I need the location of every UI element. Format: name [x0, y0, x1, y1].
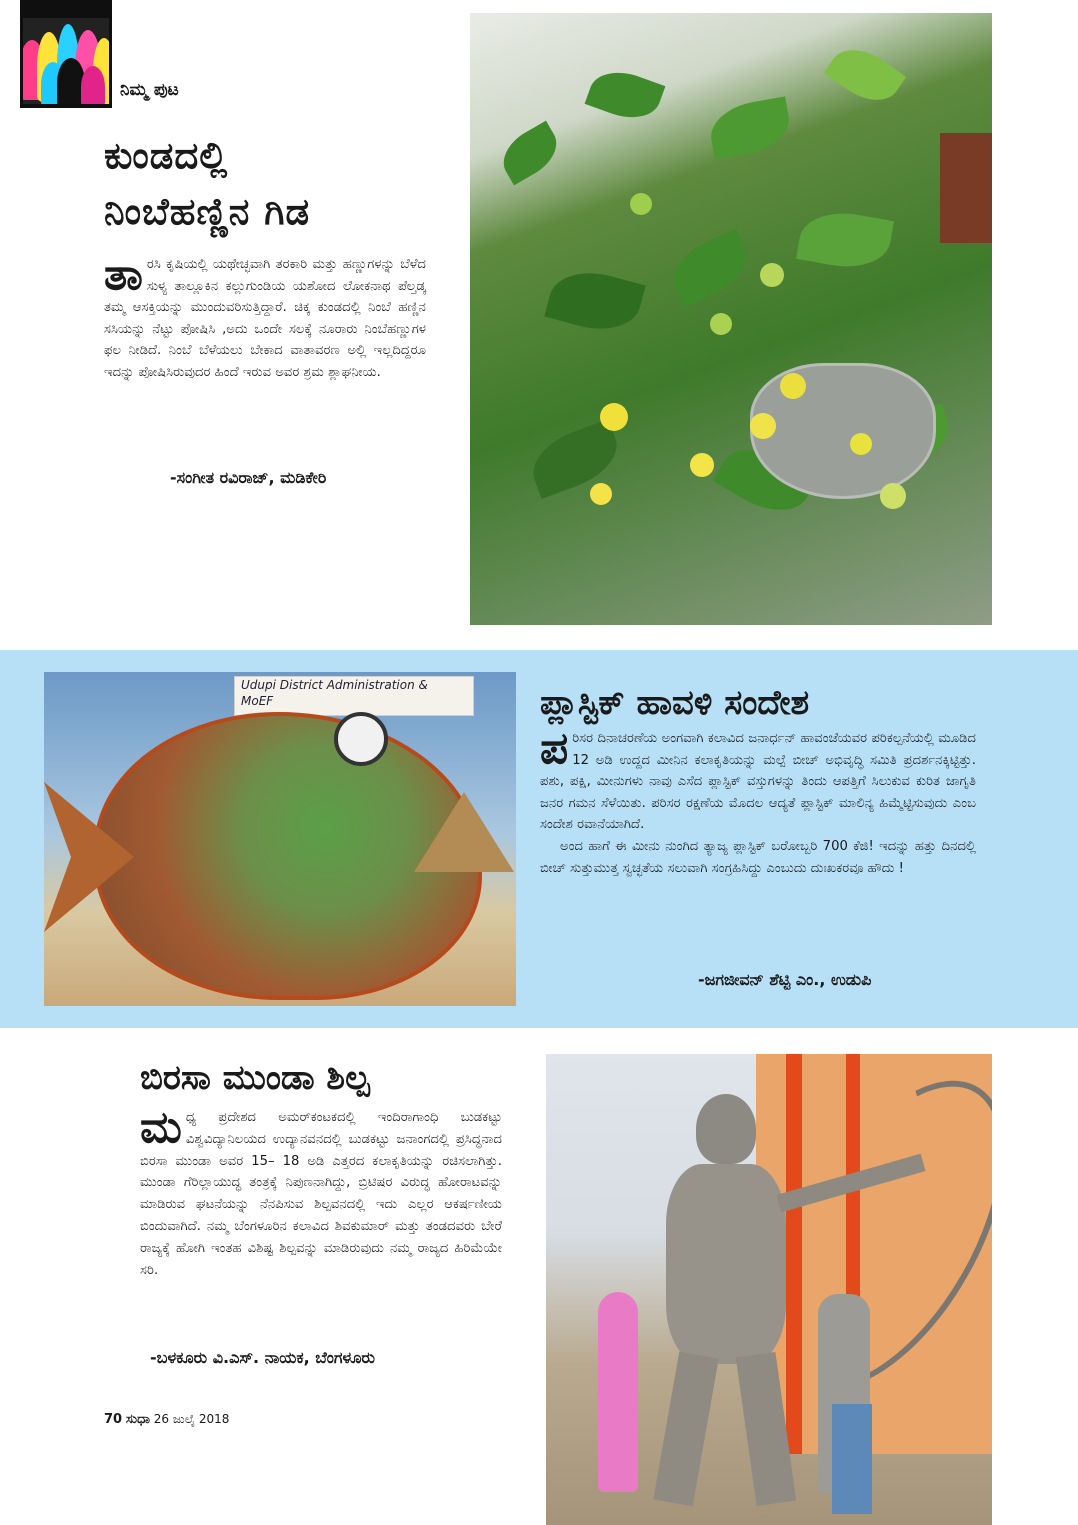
banner-text-2: MoEF	[241, 694, 274, 708]
story1-title-line2: ನಿಂಬೆಹಣ್ಣಿನ ಗಿಡ	[104, 190, 311, 233]
story2-body	[540, 723, 976, 879]
birsa-munda-sculpture-photo	[546, 1054, 992, 1525]
story3-dropcap: ಮ	[140, 1102, 182, 1153]
story1-dropcap: ತಾ	[104, 249, 143, 300]
page-folio	[104, 1412, 229, 1427]
story2-body-para1: ರಿಸರ ದಿನಾಚರಣೆಯ ಅಂಗವಾಗಿ ಕಲಾವಿದ ಜನಾರ್ಧನ್ ಹಾವಂಜೆಯವರ ಪರಿಕಲ್ಪನೆಯಲ್ಲಿ ಮೂಡಿದ 12 ಅಡಿ ಉದ್ದದ ಮೀನಿನ ಕಲಾಕೃತಿಯನ್ನು ಮಲ್ಪೆ ಬೀಚ್ ಅಭಿವೃದ್ಧಿ ಸಮಿತಿ ಪ್ರದರ್ಶನಕ್ಕಿಟ್ಟಿತ್ತು. ಪಶು, ಪಕ್ಷಿ, ಮೀನುಗಳು ನಾವು ಎಸೆದ ಪ್ಲಾಸ್ಟಿಕ್ ವಸ್ತುಗಳನ್ನು ತಿಂದು ಆಪತ್ತಿಗೆ ಸಿಲುಕುವ ಕುರಿತ ಜಾಗೃತಿ ಜನರ ಗಮನ ಸೆಳೆಯಿತು. ಪರಿಸರ ರಕ್ಷಣೆಯ ಮೊದಲ ಆದ್ಯತೆ ಪ್ಲಾಸ್ಟಿಕ್ ಮಾಲಿನ್ಯ ಹಿಮ್ಮೆಟ್ಟಿಸುವುದು ಎಂಬ ಸಂದೇಶ ರವಾನೆಯಾಗಿದೆ.	[540, 731, 976, 833]
page-number: 70	[104, 1412, 123, 1427]
sculpture-banner	[234, 676, 474, 716]
story3-title: ಬಿರಸಾ ಮುಂಡಾ ಶಿಲ್ಪ	[140, 1058, 370, 1098]
background-pot	[940, 133, 992, 243]
story2-body-para2: ಅಂದ ಹಾಗೆ ಈ ಮೀನು ನುಂಗಿದ ತ್ಯಾಜ್ಯ ಪ್ಲಾಸ್ಟಿಕ್ ಬರೋಬ್ಬರಿ 700 ಕೆಜಿ! ಇದನ್ನು ಹತ್ತು ದಿನದಲ್ಲಿ ಬೀಚ್ ಸುತ್ತುಮುತ್ತ ಸ್ವಚ್ಛತೆಯ ಸಲುವಾಗಿ ಸಂಗ್ರಹಿಸಿದ್ದು ಎಂಬುದು ದುಃಖಕರವೂ ಹೌದು !	[540, 838, 976, 876]
section-label: ನಿಮ್ಮ ಪುಟ	[120, 80, 179, 100]
magazine-name: ಸುಧಾ	[125, 1412, 150, 1427]
story1-credit: -ಸಂಗೀತ ರವಿರಾಜ್, ಮಡಿಕೇರಿ	[170, 468, 327, 487]
crowd-silhouette-icon	[23, 18, 109, 104]
story2-credit: -ಜಗಜೀವನ್ ಶೆಟ್ಟಿ ಎಂ., ಉಡುಪಿ	[698, 970, 872, 989]
story1-body-text: ರಸಿ ಕೃಷಿಯಲ್ಲಿ ಯಥೇಚ್ಛವಾಗಿ ತರಕಾರಿ ಮತ್ತು ಹಣ್ಣುಗಳನ್ನು ಬೆಳೆದ ಸುಳ್ಯ ತಾಲ್ಲೂಕಿನ ಕಲ್ಲುಗುಂಡಿಯ ಯಶೋದ ಲೋಕನಾಥ ಪೆಲ್ತಡ್ಕ ತಮ್ಮ ಆಸಕ್ತಿಯನ್ನು ಮುಂದುವರಿಸುತ್ತಿದ್ದಾರೆ. ಚಿಕ್ಕ ಕುಂಡದಲ್ಲಿ ನಿಂಬೆ ಹಣ್ಣಿನ ಸಸಿಯನ್ನು ನೆಟ್ಟು ಪೋಷಿಸಿ ,ಅದು ಒಂದೇ ಸಲಕ್ಕೆ ನೂರಾರು ನಿಂಬೆಹಣ್ಣುಗಳ ಫಲ ನೀಡಿದೆ. ನಿಂಬೆ ಬೆಳೆಯಲು ಬೇಕಾದ ವಾತಾವರಣ ಅಲ್ಲಿ ಇಲ್ಲದಿದ್ದರೂ ಇದನ್ನು ಪೋಷಿಸಿರುವುದರ ಹಿಂದೆ ಇರುವ ಅವರ ಶ್ರಮ ಶ್ಲಾಘನೀಯ.	[104, 257, 426, 380]
banner-text: Udupi District Administration &	[241, 678, 428, 692]
fish-eye	[334, 712, 388, 766]
story1-title-line1: ಕುಂಡದಲ್ಲಿ	[104, 134, 229, 177]
plastic-fish-sculpture-photo	[44, 672, 516, 1006]
story3-credit: -ಬಳಕೂರು ವಿ.ಎಸ್. ನಾಯಕ, ಬೆಂಗಳೂರು	[150, 1348, 375, 1367]
story1-body	[104, 249, 426, 383]
story3-body	[140, 1102, 502, 1281]
story2-dropcap: ಪ	[540, 723, 569, 774]
statue-torso	[666, 1164, 786, 1364]
story3-body-text: ಧ್ಯ ಪ್ರದೇಶದ ಅಮರ್‌ಕಂಟಕದಲ್ಲಿ ಇಂದಿರಾಗಾಂಧಿ ಬುಡಕಟ್ಟು ವಿಶ್ವವಿದ್ಯಾನಿಲಯದ ಉದ್ಯಾನವನದಲ್ಲಿ ಬುಡಕಟ್ಟು ಜನಾಂಗದಲ್ಲಿ ಪ್ರಸಿದ್ಧನಾದ ಬಿರಸಾ ಮುಂಡಾ ಅವರ 15– 18 ಅಡಿ ಎತ್ತರದ ಕಲಾಕೃತಿಯನ್ನು ರಚಿಸಲಾಗಿತ್ತು. ಮುಂಡಾ ಗೆರಿಲ್ಲಾಯುದ್ಧ ತಂತ್ರಕ್ಕೆ ನಿಪುಣನಾಗಿದ್ದು, ಬ್ರಿಟಿಷರ ವಿರುದ್ಧ ಹೋರಾಟವನ್ನು ಮಾಡಿರುವ ಘಟನೆಯನ್ನು ನೆನಪಿಸುವ ಶಿಲ್ಪವನದಲ್ಲಿ ಇದು ಎಲ್ಲರ ಆಕರ್ಷಣೀಯ ಬಿಂದುವಾಗಿದೆ. ನಮ್ಮ ಬೆಂಗಳೂರಿನ ಕಲಾವಿದ ಶಿವಕುಮಾರ್ ಮತ್ತು ತಂಡದವರು ಬೇರೆ ರಾಜ್ಯಕ್ಕೆ ಹೋಗಿ ಇಂತಹ ವಿಶಿಷ್ಟ ಶಿಲ್ಪವನ್ನು ಮಾಡಿರುವುದು ನಮ್ಮ ರಾಜ್ಯದ ಹಿರಿಮೆಯೇ ಸರಿ.	[140, 1110, 502, 1278]
story2-title: ಪ್ಲಾಸ್ಟಿಕ್ ಹಾವಳಿ ಸಂದೇಶ	[540, 683, 810, 723]
statue-head	[696, 1094, 756, 1164]
story1-title	[104, 128, 464, 240]
fish-body	[94, 712, 482, 1000]
issue-date: 26 ಜುಲೈ 2018	[153, 1412, 230, 1426]
lemon-plant-photo	[470, 13, 992, 625]
flower-pot	[750, 363, 936, 499]
person-left	[598, 1292, 638, 1492]
section-logo	[20, 0, 112, 108]
